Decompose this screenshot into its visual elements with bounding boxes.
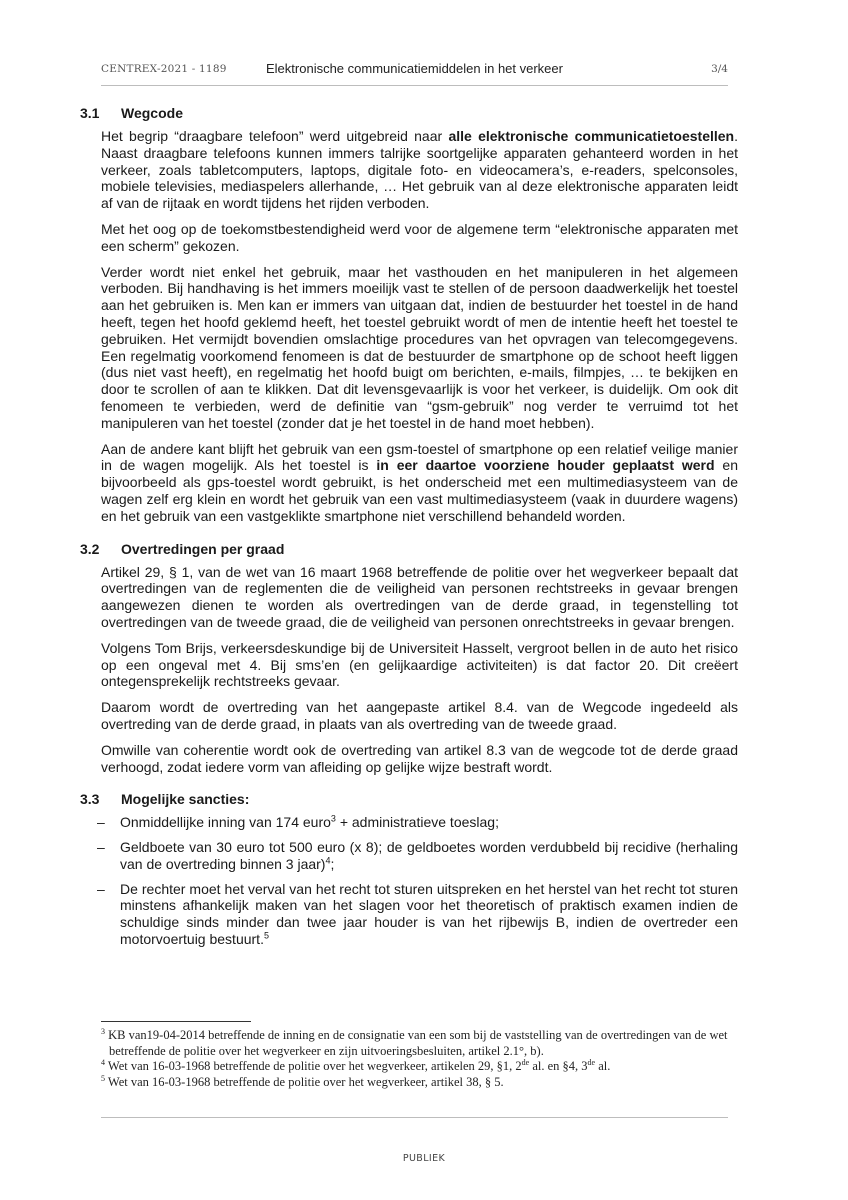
footnotes <box>101 1028 760 1090</box>
dash-bullet: – <box>97 839 105 856</box>
section-heading <box>80 790 738 808</box>
section-title: Mogelijke sancties: <box>121 791 250 808</box>
footer-divider <box>101 1117 728 1118</box>
list-item: – Geldboete van 30 euro tot 500 euro (x 8); de geldboetes worden verdubbeld bij recidive (herhaling van de overtreding binnen 3 jaar)$^4$; <box>97 839 738 872</box>
paragraph: Daarom wordt de overtreding van het aangepaste artikel 8.4. van de Wegcode ingedeeld als overtreding van de derde graad, in plaats van als overtreding van de tweede graad. <box>101 699 738 732</box>
page-header <box>101 60 728 82</box>
header-divider <box>101 85 728 86</box>
section-number: 3.1 <box>80 105 100 121</box>
bold-phrase: in eer daartoe voorziene houder geplaatst werd <box>376 457 715 474</box>
paragraph: Met het oog op de toekomstbestendigheid werd voor de algemene term “elektronische apparaten met een scherm” gekozen. <box>101 220 738 254</box>
main-content <box>80 104 738 956</box>
footnote: $^4$ Wet van 16-03-1968 betreffende de politie over het wegverkeer, artikelen 29, §1, 2de al. en §4, 3de al. <box>101 1057 611 1073</box>
dash-bullet: – <box>97 880 105 897</box>
list-item: – Onmiddellijke inning van 174 euro$^3$ + administratieve toeslag; <box>97 813 499 831</box>
paragraph: Volgens Tom Brijs, verkeersdeskundige bij de Universiteit Hasselt, vergroot bellen in de auto het risico op een ongeval met 4. Bij sms’en (en gelijkaardige activiteiten) is dat factor 20. Dit creëert ontegensprekelijk rechtstreeks gevaar. <box>101 639 738 690</box>
paragraph: Omwille van coherentie wordt ook de overtreding van artikel 8.3 van de wegcode tot de derde graad verhoogd, zodat iedere vorm van afleiding op gelijke wijze bestraft wordt. <box>101 741 738 775</box>
footnote-separator <box>101 1021 251 1022</box>
header-reference: CENTREX-2021 - 1189 <box>101 63 227 75</box>
header-title: Elektronische communicatiemiddelen in het verkeer <box>266 61 563 76</box>
footnote-ref[interactable]: 3 <box>330 813 336 824</box>
dash-bullet: – <box>97 814 105 831</box>
sanctions-list <box>97 814 738 948</box>
section-overtredingen <box>80 540 738 776</box>
footnote: $^5$ Wet van 16-03-1968 betreffende de politie over het wegverkeer, artikel 38, § 5. <box>101 1073 504 1089</box>
bold-phrase: alle elektronische communicatietoestellen <box>448 128 735 144</box>
section-heading <box>80 540 738 558</box>
section-heading <box>80 104 738 122</box>
footnote-ref[interactable]: 4 <box>325 855 331 866</box>
paragraph: Aan de andere kant blijft het gebruik van een gsm-toestel of smartphone op een relatief veilige manier in de wagen mogelijk. Als het toestel is in eer daartoe voorziene houder geplaatst werd en bijvoorbeeld als gps-toestel wordt gebruikt, is het onderscheid met een multimediasysteem van de wagen zelf erg klein en wordt het gebruik van een vast multimediasysteem (vaak in duurdere wagens) en het gebruik van een vastgeklikte smartphone niet verschillend behandeld worden. <box>101 440 739 524</box>
section-number: 3.2 <box>80 540 100 557</box>
section-wegcode <box>80 104 738 525</box>
paragraph: Het begrip “draagbare telefoon” werd uitgebreid naar alle elektronische communicatietoestellen. Naast draagbare telefoons kunnen immers talrijke soortgelijke apparaten gehanteerd worden in het verkeer, zoals tabletcomputers, laptops, digitale foto- en videocamera’s, e-readers, spelconsoles, mobiele televisies, mediaspelers allerhande, … Het gebruik van al deze elektronische apparaten leidt af van de rijtaak en wordt tijdens het rijden verboden. <box>101 128 738 212</box>
section-title: Wegcode <box>121 105 183 121</box>
footer-classification: PUBLIEK <box>402 1153 446 1164</box>
section-title: Overtredingen per graad <box>121 540 285 557</box>
list-item: – De rechter moet het verval van het recht tot sturen uitspreken en het herstel van het recht tot sturen minstens afhankelijk maken van het slagen voor het theoretisch of praktisch examen indien de schuldige sinds minder dan twee jaar houder is van het rijbewijs B, indien de overtreder een motorvoertuig bestuurt.$^5$ <box>97 880 738 948</box>
header-page-number: 3/4 <box>711 63 728 75</box>
section-sancties <box>80 790 738 948</box>
section-number: 3.3 <box>80 791 100 808</box>
footnote-ref[interactable]: 5 <box>263 930 269 941</box>
paragraph: Artikel 29, § 1, van de wet van 16 maart 1968 betreffende de politie over het wegverkeer bepaalt dat overtredingen van de reglementen die de veiligheid van personen rechtstreeks in gevaar brengen aangewezen dienen te worden als overtredingen van de derde graad, in tegenstelling tot overtredingen van de tweede graad, die de veiligheid van personen onrechtstreeks in gevaar brengen. <box>101 563 738 630</box>
footnote: $^3$ KB van19-04-2014 betreffende de inning en de consignatie van een som bij de vaststelling van de overtredingen van de wet betreffende de politie over het wegverkeer en zijn uitvoeringsbesluiten, artikel 2.1°, b). <box>101 1026 728 1058</box>
paragraph: Verder wordt niet enkel het gebruik, maar het vasthouden en het manipuleren in het algemeen verboden. Bij handhaving is het immers moeilijk vast te stellen of de persoon daadwerkelijk het toestel aan het gebruiken is. Men kan er immers van uitgaan dat, indien de bestuurder het toestel in de hand heeft, tegen het hoofd geklemd heeft, het toestel gebruikt wordt of men de intentie heeft het toestel te gebruiken. Het vermijdt bovendien omslachtige procedures van het opvragen van telecomgegevens. Een regelmatig voorkomend fenomeen is dat de bestuurder de smartphone op de schoot heeft liggen (dus niet vast heeft), en regelmatig het hoofd buigt om berichten, e-mails, filmpjes, … te bekijken en door te scrollen of aan te klikken. Dat dit levensgevaarlijk is voor het verkeer, is duidelijk. Om ook dit fenomeen te verbieden, werd de definitie van “gsm-gebruik” nog verder te verruimd tot het manipuleren van het toestel (zonder dat je het toestel in de hand moet hebben). <box>101 263 738 431</box>
